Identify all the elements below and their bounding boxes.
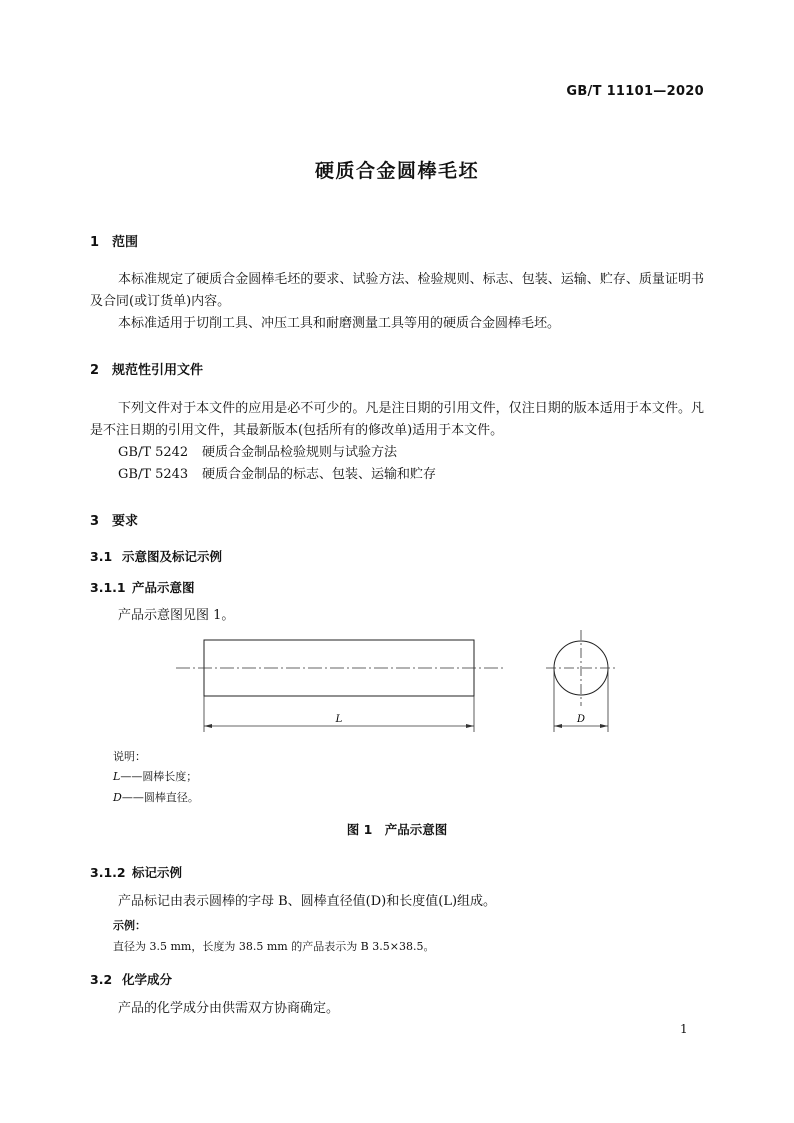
reference-item <box>90 442 704 464</box>
section-1-body <box>90 269 704 335</box>
section-2-body <box>90 398 704 486</box>
figure-reference-text: 产品示意图见图 1。 <box>118 608 235 623</box>
section-title: 示意图及标记示例 <box>122 549 223 564</box>
section-number: 3 <box>90 514 100 529</box>
section-title: 产品示意图 <box>132 580 195 595</box>
section-number: 3.2 <box>90 972 113 987</box>
marking-description: 产品标记由表示圆棒的字母 B、圆棒直径值(D)和长度值(L)组成。 <box>118 894 497 909</box>
section-3-1-2-heading <box>90 863 182 881</box>
product-diagram <box>170 628 630 740</box>
example-label: 示例： <box>113 919 146 932</box>
legend-item <box>113 768 197 784</box>
section-title: 规范性引用文件 <box>112 363 204 378</box>
chemical-composition-text: 产品的化学成分由供需双方协商确定。 <box>118 1001 340 1016</box>
figure-caption: 图 1 产品示意图 <box>346 822 448 837</box>
legend-symbol: D <box>113 791 122 804</box>
section-number: 3.1.1 <box>90 580 126 595</box>
paragraph: 本标准适用于切削工具、冲压工具和耐磨测量工具等用的硬质合金圆棒毛坯。 <box>118 316 561 331</box>
length-label: L <box>335 714 343 725</box>
diameter-label: D <box>576 714 586 725</box>
arrow-left <box>554 724 562 728</box>
arrow-right <box>466 724 474 728</box>
legend-text: ——圆棒长度； <box>120 770 198 783</box>
section-3-2-heading <box>90 970 172 988</box>
section-number: 3.1.2 <box>90 865 126 880</box>
section-title: 标记示例 <box>132 865 183 880</box>
section-title: 化学成分 <box>122 972 173 987</box>
section-3-heading <box>90 510 138 529</box>
section-3-1-heading <box>90 547 222 565</box>
section-title: 范围 <box>112 235 139 250</box>
reference-title: 硬质合金制品检验规则与试验方法 <box>202 445 398 460</box>
section-title: 要求 <box>112 514 139 529</box>
section-number: 3.1 <box>90 549 113 564</box>
legend-symbol: L <box>113 770 121 783</box>
section-number: 2 <box>90 363 100 378</box>
standard-number: GB/T 11101—2020 <box>566 84 704 99</box>
page-number: 1 <box>680 1022 688 1036</box>
reference-title: 硬质合金制品的标志、包装、运输和贮存 <box>202 467 437 482</box>
legend-text: ——圆棒直径。 <box>121 791 199 804</box>
section-number: 1 <box>90 235 100 250</box>
arrow-right <box>600 724 608 728</box>
example-text: 直径为 3.5 mm，长度为 38.5 mm 的产品表示为 B 3.5×38.5。 <box>113 940 435 953</box>
legend-item <box>113 789 199 805</box>
reference-code: GB/T 5243 <box>118 467 189 482</box>
page-title: 硬质合金圆棒毛坯 <box>314 160 479 182</box>
section-1-heading <box>90 231 138 250</box>
paragraph: 下列文件对于本文件的应用是必不可少的。凡是注日期的引用文件，仅注日期的版本适用于本文件。凡是不注日期的引用文件，其最新版本(包括所有的修改单)适用于本文件。 <box>90 401 704 438</box>
reference-code: GB/T 5242 <box>118 445 189 460</box>
reference-item <box>90 464 704 486</box>
paragraph: 本标准规定了硬质合金圆棒毛坯的要求、试验方法、检验规则、标志、包装、运输、贮存、质量证明书及合同(或订货单)内容。 <box>90 272 704 309</box>
section-3-1-1-heading <box>90 578 195 596</box>
legend-title: 说明： <box>113 750 146 763</box>
section-2-heading <box>90 359 203 378</box>
arrow-left <box>204 724 212 728</box>
